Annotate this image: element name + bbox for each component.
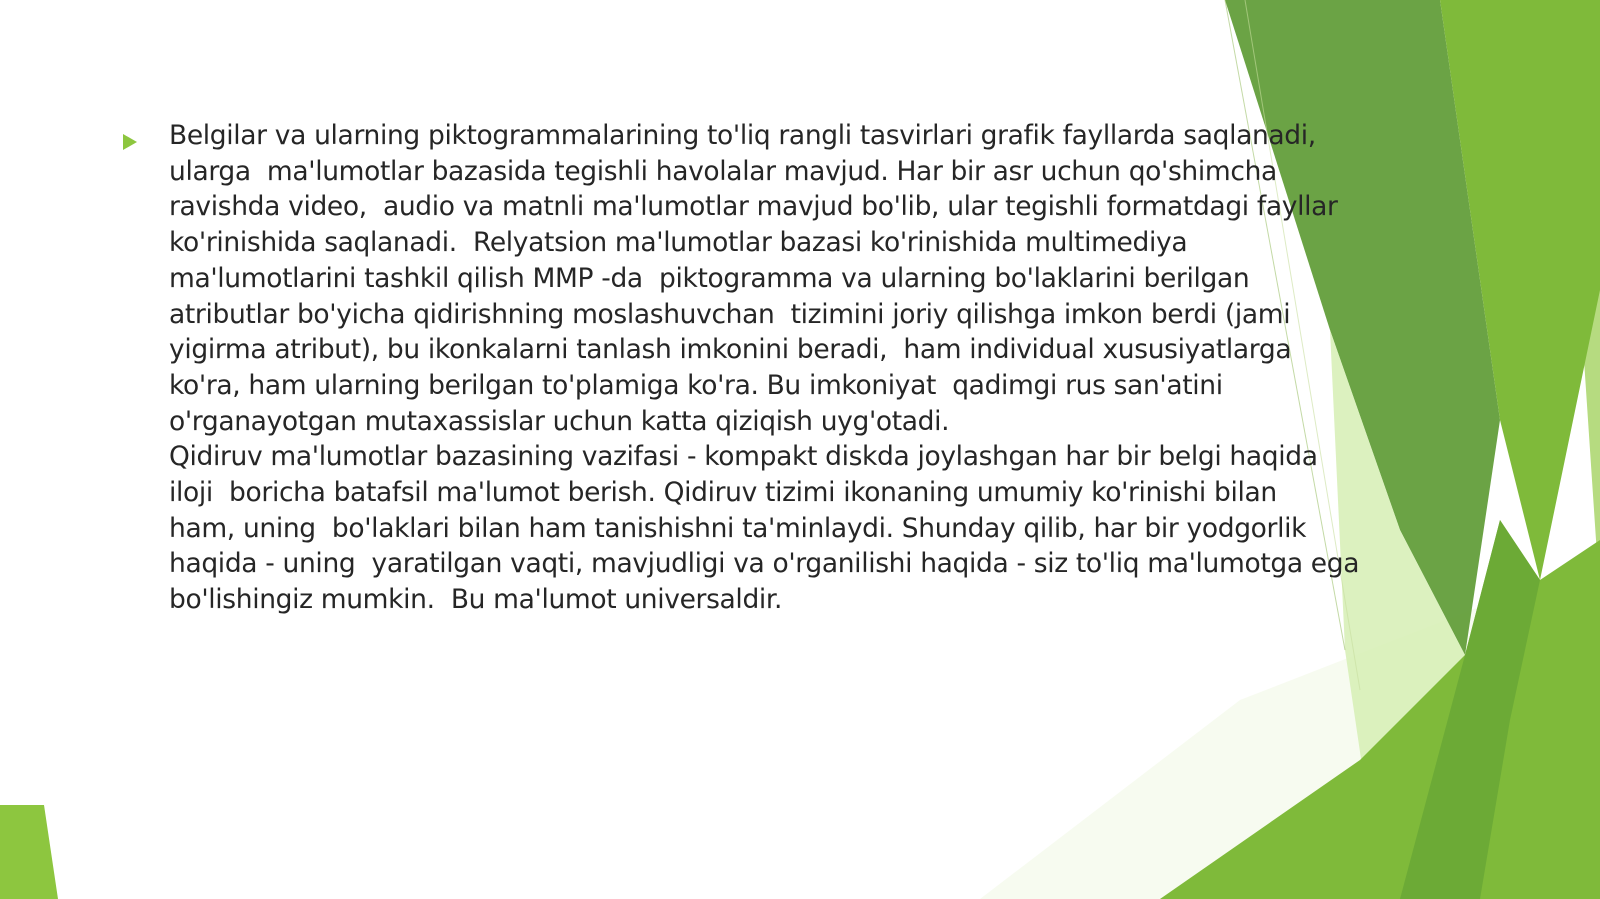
paragraph-2: Qidiruv ma'lumotlar bazasining vazifasi - kompakt diskda joylashgan har bir belgi haqida iloji boricha batafsil ma'lumot berish. Qidiruv tizimi ikonaning umumiy ko'rinishi bilan ham, uning bo'laklari bilan ham tanishishni ta'minlaydi. Shunday qilib, har bir yodgorlik haqida - uning yaratilgan vaqti, mavjudligi va o'rganilishi haqida - siz to'liq ma'lumotga ega bo'lishingiz mumkin. Bu ma'lumot universaldir. (169, 441, 1360, 616)
bullet-item (115, 118, 1455, 618)
text-content (115, 118, 1455, 618)
triangle-right-icon (123, 134, 137, 150)
green-tab-left (0, 805, 58, 899)
paragraph-1: Belgilar va ularning piktogrammalarining to'liq rangli tasvirlari grafik fayllarda saqlanadi, ularga ma'lumotlar bazasida tegishli havolalar mavjud. Har bir asr uchun qo'shimcha ravishda video, audio va matnli ma'lumotlar mavjud bo'lib, ular tegishli formatdagi fayllar ko'rinishida saqlanadi. Relyatsion ma'lumotlar bazasi ko'rinishida multimediya ma'lumotlarini tashkil qilish MMP -da piktogramma va ularning bo'laklarini berilgan atributlar bo'yicha qidirishning moslashuvchan tizimini joriy qilishga imkon berdi (jami yigirma atribut), bu ikonkalarni tanlash imkonini beradi, ham individual xususiyatlarga ko'ra, ham ularning berilgan to'plamiga ko'ra. Bu imkoniyat qadimgi rus san'atini o'rganayotgan mutaxassislar uchun katta qiziqish uyg'otadi. (169, 120, 1338, 437)
